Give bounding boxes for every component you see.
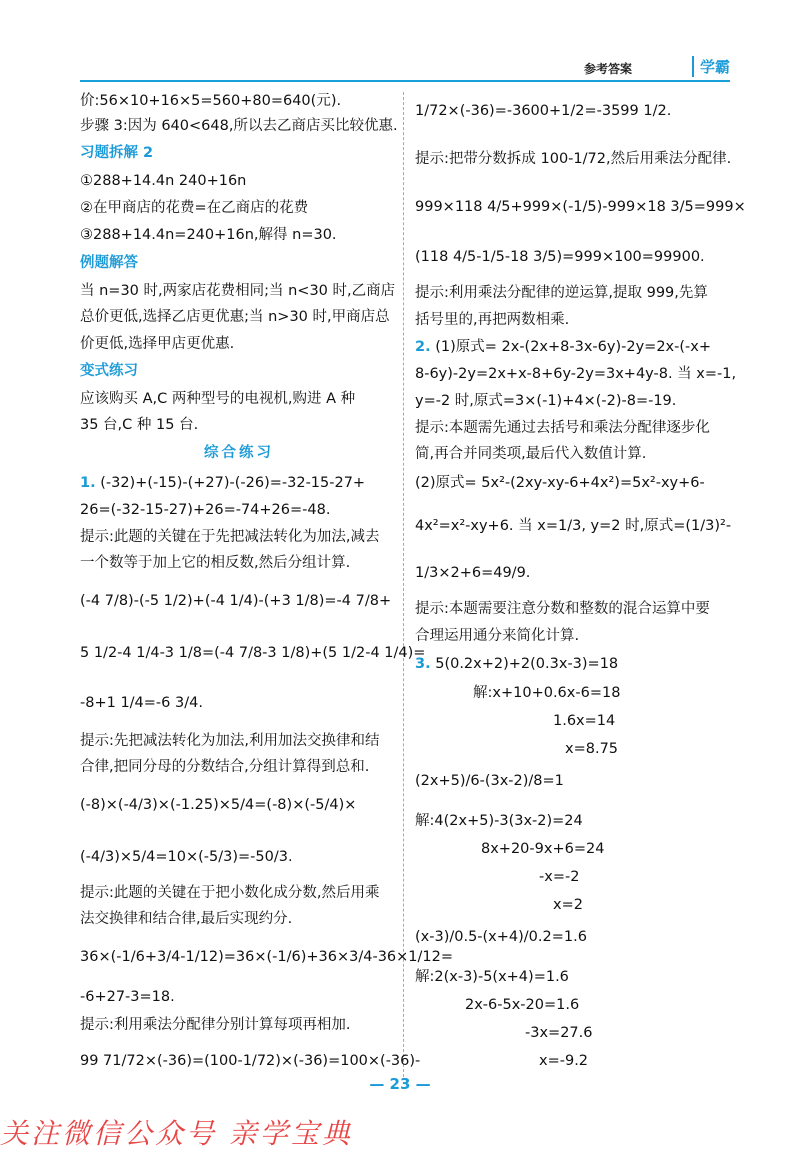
equation-line: (-4/3)×5/4=10×(-5/3)=-50/3. — [80, 849, 293, 865]
hint-line: 法交换律和结合律,最后实现约分. — [80, 911, 293, 927]
equation-line: x=-9.2 — [539, 1053, 589, 1069]
equation-line: 999×118 4/5+999×(-1/5)-999×18 3/5=999× — [415, 199, 746, 215]
equation-line: -8+1 1/4=-6 3/4. — [80, 695, 203, 711]
section-heading: 变式练习 — [80, 363, 138, 379]
text-line: 价:56×10+16×5=560+80=640(元). — [80, 93, 342, 109]
equation-line: -6+27-3=18. — [80, 989, 175, 1005]
equation-line: (-4 7/8)-(-5 1/2)+(-4 1/4)-(+3 1/8)=-4 7/8+ — [80, 593, 392, 609]
hint-line: 提示:本题需要注意分数和整数的混合运算中要 — [415, 601, 710, 617]
text-line: 35 台,C 种 15 台. — [80, 417, 199, 433]
header-title: 参考答案 — [583, 62, 632, 76]
equation-line: y=-2 时,原式=3×(-1)+4×(-2)-8=-19. — [415, 393, 677, 409]
text-line: 26=(-32-15-27)+26=-74+26=-48. — [80, 502, 331, 518]
equation-line: 5 1/2-4 1/4-3 1/8=(-4 7/8-3 1/8)+(5 1/2-4 1/4)= — [80, 645, 426, 661]
section-heading: 习题拆解 2 — [80, 145, 154, 161]
footer-promo: 关注微信公众号 亲学宝典 — [0, 1117, 353, 1150]
text-line: 应该购买 A,C 两种型号的电视机,购进 A 种 — [80, 391, 356, 407]
equation-line: 解:4(2x+5)-3(3x-2)=24 — [415, 813, 583, 829]
hint-line: 提示:利用乘法分配律分别计算每项再相加. — [80, 1017, 351, 1033]
equation-line: 36×(-1/6+3/4-1/12)=36×(-1/6)+36×3/4-36×1/12= — [80, 949, 454, 965]
equation-line: x=2 — [553, 897, 583, 913]
hint-line: 提示:先把减法转化为加法,利用加法交换律和结 — [80, 733, 380, 749]
hint-line: 提示:此题的关键在于把小数化成分数,然后用乘 — [80, 885, 380, 901]
hint-line: 提示:此题的关键在于先把减法转化为加法,减去 — [80, 529, 380, 545]
equation-line: 2x-6-5x-20=1.6 — [465, 997, 580, 1013]
text-line: ②在甲商店的花费=在乙商店的花费 — [80, 200, 309, 216]
section-heading: 综合练习 — [204, 445, 274, 461]
equation-line: -x=-2 — [539, 869, 580, 885]
text-line: 当 n=30 时,两家店花费相同;当 n<30 时,乙商店 — [80, 283, 396, 299]
equation-line: 4x²=x²-xy+6. 当 x=1/3, y=2 时,原式=(1/3)²- — [415, 518, 732, 534]
equation-line: 8-6y)-2y=2x+x-8+6y-2y=3x+4y-8. 当 x=-1, — [415, 366, 737, 382]
equation-line: (-8)×(-4/3)×(-1.25)×5/4=(-8)×(-5/4)× — [80, 797, 357, 813]
equation-line: (2)原式= 5x²-(2xy-xy-6+4x²)=5x²-xy+6- — [415, 475, 705, 491]
equation-line: 8x+20-9x+6=24 — [481, 841, 605, 857]
text-line: ①288+14.4n 240+16n — [80, 173, 247, 189]
equation-text: 5(0.2x+2)+2(0.3x-3)=18 — [430, 656, 619, 672]
hint-line: 提示:利用乘法分配律的逆运算,提取 999,先算 — [415, 285, 708, 301]
equation-line: 99 71/72×(-36)=(100-1/72)×(-36)=100×(-36)- — [80, 1053, 421, 1069]
equation-line: 解:2(x-3)-5(x+4)=1.6 — [415, 969, 569, 985]
equation-text: (-32)+(-15)-(+27)-(-26)=-32-15-27+ — [95, 475, 366, 491]
equation-line: -3x=27.6 — [525, 1025, 593, 1041]
hint-line: 一个数等于加上它的相反数,然后分组计算. — [80, 555, 351, 571]
hint-line: 合律,把同分母的分数结合,分组计算得到总和. — [80, 759, 370, 775]
equation-line: 1.6x=14 — [553, 713, 616, 729]
text-line: 步骤 3:因为 640<648,所以去乙商店买比较优惠. — [80, 118, 398, 134]
equation-line: 解:x+10+0.6x-6=18 — [473, 685, 621, 701]
equation-line: x=8.75 — [565, 741, 619, 757]
equation-line: 1/3×2+6=49/9. — [415, 565, 531, 581]
text-line: ③288+14.4n=240+16n,解得 n=30. — [80, 227, 337, 243]
text-line — [80, 474, 365, 492]
equation-line: 1/72×(-36)=-3600+1/2=-3599 1/2. — [415, 103, 672, 119]
text-line: 总价更低,选择乙店更优惠;当 n>30 时,甲商店总 — [80, 309, 390, 325]
equation-line: (118 4/5-1/5-18 3/5)=999×100=99900. — [415, 249, 705, 265]
equation-text: (1)原式= 2x-(2x+8-3x-6y)-2y=2x-(-x+ — [430, 339, 711, 355]
problem-number: 2. — [415, 339, 431, 355]
page-header — [80, 54, 730, 82]
hint-line: 提示:把带分数拆成 100-1/72,然后用乘法分配律. — [415, 151, 732, 167]
hint-line: 提示:本题需先通过去括号和乘法分配律逐步化 — [415, 420, 710, 436]
brand-logo: 学霸 — [692, 56, 730, 77]
text-line — [415, 338, 711, 356]
hint-line: 合理运用通分来简化计算. — [415, 628, 580, 644]
hint-line: 简,再合并同类项,最后代入数值计算. — [415, 446, 647, 462]
page-number: — 23 — — [369, 1075, 431, 1093]
problem-number: 1. — [80, 475, 96, 491]
equation-line: (x-3)/0.5-(x+4)/0.2=1.6 — [415, 929, 587, 945]
section-heading: 例题解答 — [80, 255, 138, 271]
column-divider — [403, 92, 404, 1077]
hint-line: 括号里的,再把两数相乘. — [415, 312, 570, 328]
text-line — [415, 655, 618, 673]
problem-number: 3. — [415, 656, 431, 672]
equation-line: (2x+5)/6-(3x-2)/8=1 — [415, 773, 564, 789]
text-line: 价更低,选择甲店更优惠. — [80, 336, 235, 352]
